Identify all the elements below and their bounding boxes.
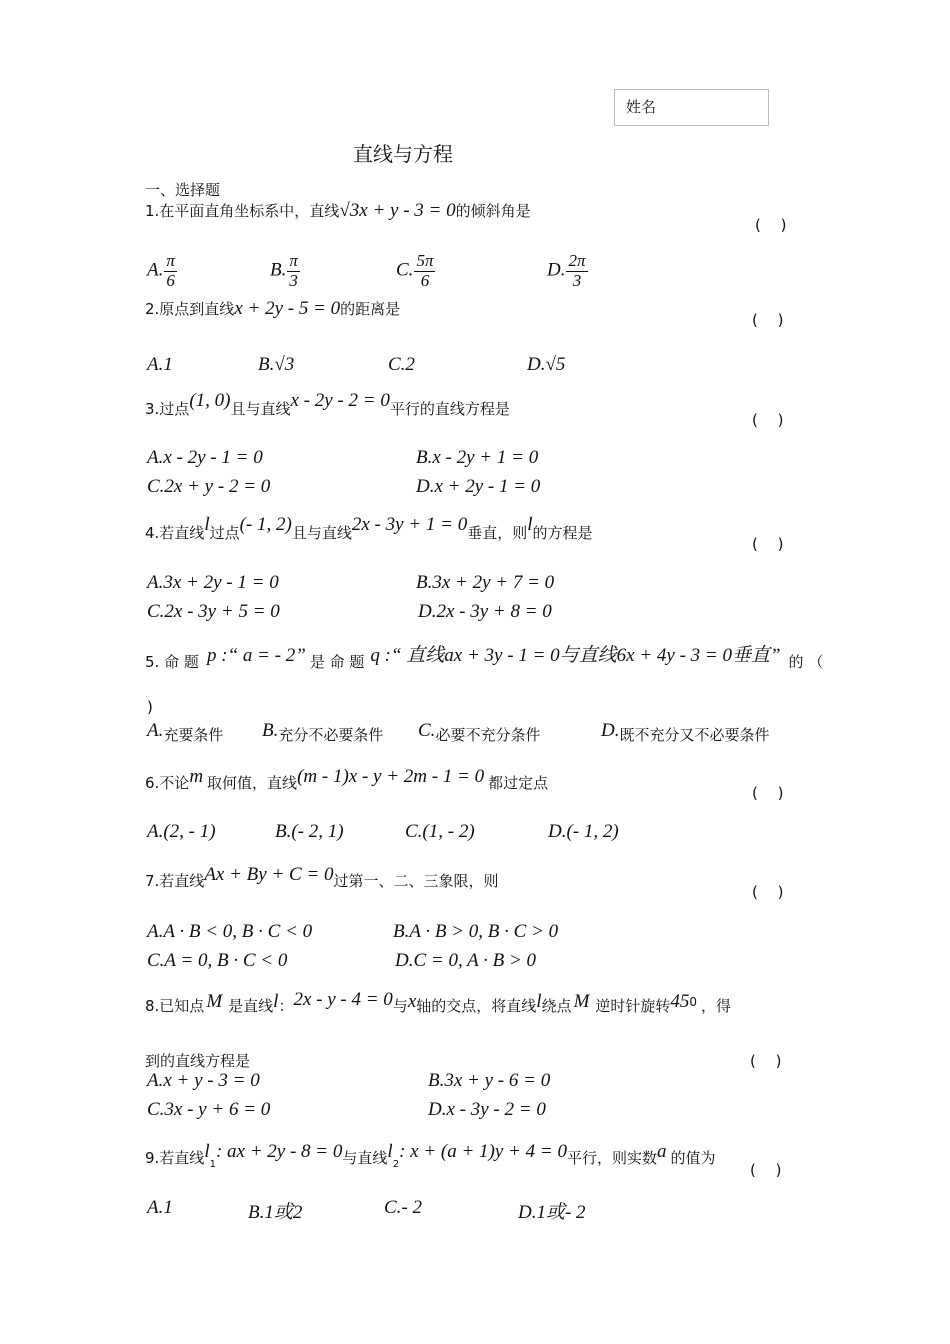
q2-option-b: B.√3 [258,354,295,375]
q7-option-d: D.C = 0, A · B > 0 [395,950,537,971]
q8-text-line2: 到的直线方程是 [145,1052,251,1070]
q1-option-d: D. $\frac{2\pi}{3}$ [547,251,586,290]
q1-answer-bracket: ( ) [755,216,787,234]
q6-answer-bracket: ( ) [752,784,784,802]
q7-answer-bracket: ( ) [752,883,784,901]
q2-option-c: C.2 [388,354,415,375]
q7-option-c: C.A = 0, B · C < 0 [147,950,288,971]
q3-answer-bracket: ( ) [752,411,784,429]
q1-option-a: A. $\frac{\pi}{6}$ [147,251,175,290]
q4-answer-bracket: ( ) [752,535,784,553]
question-7: 7.若直线Ax + By + C = 0过第一、二、三象限，则 [145,864,499,890]
q1-option-c: C. $\frac{5\pi}{6}$ [396,251,434,290]
q9-option-c: C.- 2 [384,1197,422,1218]
q5-answer-close: ) [147,698,153,716]
question-9: 9.若直线$l_1$: ax + 2y - 8 = 0与直线$l_2$: x + (a + 1)y + 4 = 0平行，则实数a 的值为 [145,1141,716,1171]
q5-option-d: D.既不充分又不必要条件 [601,720,770,744]
q8-math: 2x - y - 4 = 0 [293,989,393,1010]
q5-option-b: B.充分不必要条件 [262,720,384,744]
question-4: 4.若直线l过点(- 1, 2)且与直线2x - 3y + 1 = 0垂直，则l的方程是 [145,514,593,542]
q3-option-d: D.x + 2y - 1 = 0 [416,476,541,497]
q6-option-d: D.(- 1, 2) [548,821,619,842]
section-heading: 一、选择题 [145,181,221,199]
q5-option-c: C.必要不充分条件 [418,720,541,744]
q7-option-b: B.A · B > 0, B · C > 0 [393,921,559,942]
name-field[interactable] [614,89,769,126]
q9-option-d: D.1或- 2 [518,1202,586,1223]
q4-option-b: B.3x + 2y + 7 = 0 [416,572,555,593]
q4-option-c: C.2x - 3y + 5 = 0 [147,601,280,622]
q7-math: Ax + By + C = 0 [204,864,334,885]
q9-math-l2: : x + (a + 1)y + 4 = 0 [399,1141,567,1162]
q3-option-a: A.x - 2y - 1 = 0 [147,447,263,468]
q8-option-c: C.3x - y + 6 = 0 [147,1099,271,1120]
q8-answer-bracket: ( ) [750,1052,782,1070]
q3-option-b: B.x - 2y + 1 = 0 [416,447,539,468]
q2-option-d: D.√5 [527,354,566,375]
page-title: 直线与方程 [353,142,453,166]
q2-answer-bracket: ( ) [752,311,784,329]
q1-text: 1.在平面直角坐标系中，直线 [145,202,340,220]
q4-option-a: A.3x + 2y - 1 = 0 [147,572,279,593]
q1-text-end: 的倾斜角是 [455,202,531,220]
q3-math: x - 2y - 2 = 0 [290,390,390,411]
q8-option-b: B.3x + y - 6 = 0 [428,1070,551,1091]
q3-option-c: C.2x + y - 2 = 0 [147,476,271,497]
q6-option-a: A.(2, - 1) [147,821,216,842]
q6-math: (m - 1)x - y + 2m - 1 = 0 [297,766,485,787]
q9-math-l1: : ax + 2y - 8 = 0 [215,1141,343,1162]
q9-answer-bracket: ( ) [750,1161,782,1179]
q5-option-a: A.充要条件 [147,720,224,744]
q2-option-a: A.1 [147,354,173,375]
q4-math: 2x - 3y + 1 = 0 [351,514,468,535]
name-label: 姓名 [626,98,657,116]
q6-option-c: C.(1, - 2) [405,821,475,842]
q7-option-a: A.A · B < 0, B · C < 0 [147,921,313,942]
q1-math: √3x + y - 3 = 0 [339,200,456,221]
question-8: 8.已知点 M 是直线l：2x - y - 4 = 0与x轴的交点，将直线l绕点 M 逆时针旋转$45^0$ ，得 [145,989,732,1015]
q4-option-d: D.2x - 3y + 8 = 0 [418,601,552,622]
question-5: 5. 命 题 p :“ a = - 2” 是 命 题 q :“ 直线ax + 3y - 1 = 0与直线6x + 4y - 3 = 0垂直” 的 （ [145,645,824,671]
q8-option-d: D.x - 3y - 2 = 0 [428,1099,546,1120]
q9-option-a: A.1 [147,1197,173,1218]
q9-option-b: B.1或2 [248,1202,303,1223]
q8-option-a: A.x + y - 3 = 0 [147,1070,260,1091]
question-1 [145,200,531,222]
q1-option-b: B. $\frac{\pi}{3}$ [270,251,298,290]
q5-statement-q: q :“ 直线ax + 3y - 1 = 0与直线6x + 4y - 3 = 0垂直” [370,645,781,666]
question-2: 2.原点到直线x + 2y - 5 = 0的距离是 [145,298,401,319]
question-3: 3.过点(1, 0)且与直线x - 2y - 2 = 0平行的直线方程是 [145,390,510,418]
q6-option-b: B.(- 2, 1) [275,821,344,842]
q2-math: x + 2y - 5 = 0 [234,298,341,319]
question-6: 6.不论m 取何值，直线(m - 1)x - y + 2m - 1 = 0 都过定点 [145,766,549,792]
